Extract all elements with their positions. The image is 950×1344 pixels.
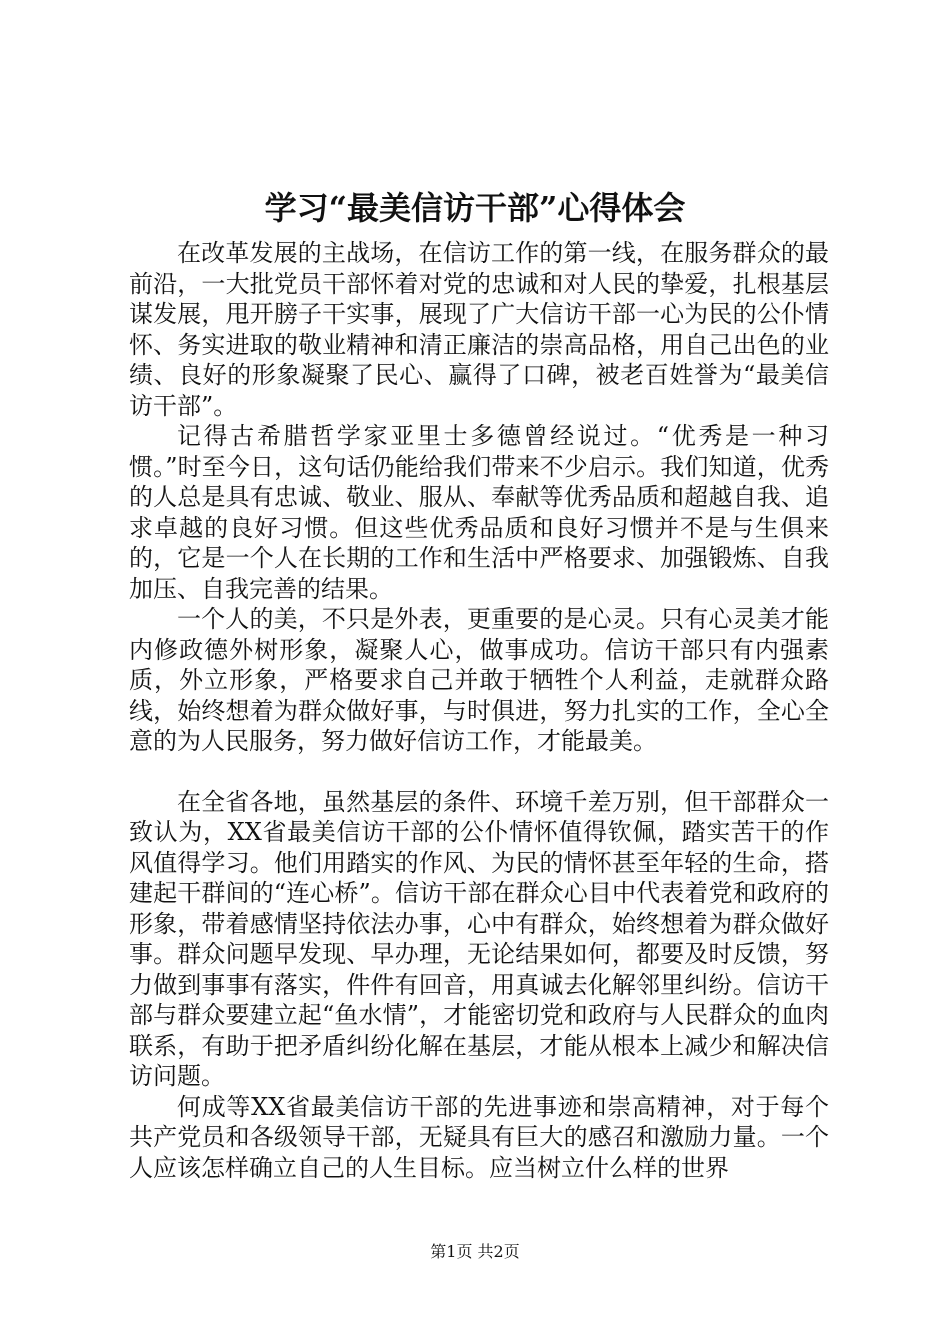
document-title: 学习“最美信访干部”心得体会 xyxy=(264,189,686,227)
paragraph-5: 何成等XX省最美信访干部的先进事迹和崇高精神，对于每个共产党员和各级领导干部，无疑具有巨大的感召和激励力量。一个人应该怎样确立自己的人生目标。应当树立什么样的世界 xyxy=(129,1092,829,1182)
page-footer: 第1页 共2页 xyxy=(430,1242,520,1261)
document-body xyxy=(129,238,829,1183)
paragraph-4: 在全省各地，虽然基层的条件、环境千差万别，但干部群众一致认为，XX省最美信访干部的公仆情怀值得钦佩，踏实苦干的作风值得学习。他们用踏实的作风、为民的情怀甚至年轻的生命，搭建起干群间的“连心桥”。信访干部在群众心目中代表着党和政府的形象，带着感情坚持依法办事，心中有群众，始终想着为群众做好事。群众问题早发现、早办理，无论结果如何，都要及时反馈，努力做到事事有落实，件件有回音，用真诚去化解邻里纠纷。信访干部与群众要建立起“鱼水情”，才能密切党和政府与人民群众的血肉联系，有助于把矛盾纠纷化解在基层，才能从根本上减少和解决信访问题。 xyxy=(129,787,829,1090)
paragraph-1: 在改革发展的主战场，在信访工作的第一线，在服务群众的最前沿，一大批党员干部怀着对党的忠诚和对人民的挚爱，扎根基层谋发展，甩开膀子干实事，展现了广大信访干部一心为民的公仆情怀、务实进取的敬业精神和清正廉洁的崇高品格，用自己出色的业绩、良好的形象凝聚了民心、赢得了口碑，被老百姓誉为“最美信访干部”。 xyxy=(129,239,829,420)
paragraph-3: 一个人的美，不只是外表，更重要的是心灵。只有心灵美才能内修政德外树形象，凝聚人心，做事成功。信访干部只有内强素质，外立形象，严格要求自己并敢于牺牲个人利益，走就群众路线，始终想着为群众做好事，与时俱进，努力扎实的工作，全心全意的为人民服务，努力做好信访工作，才能最美。 xyxy=(129,605,829,755)
paragraph-2: 记得古希腊哲学家亚里士多德曾经说过。“优秀是一种习惯。”时至今日，这句话仍能给我们带来不少启示。我们知道，优秀的人总是具有忠诚、敬业、服从、奉献等优秀品质和超越自我、追求卓越的良好习惯。但这些优秀品质和良好习惯并不是与生俱来的，它是一个人在长期的工作和生活中严格要求、加强锻炼、自我加压、自我完善的结果。 xyxy=(129,422,829,603)
paragraph-gap xyxy=(129,757,829,787)
